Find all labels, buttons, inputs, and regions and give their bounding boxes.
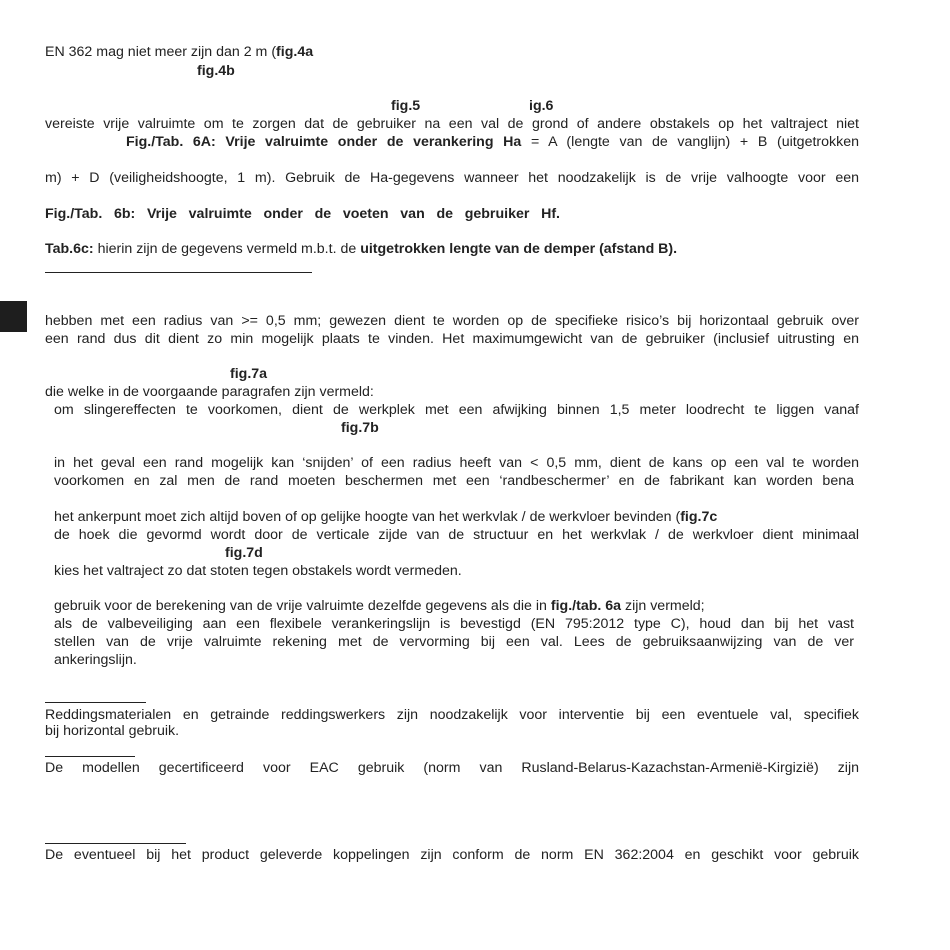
- text-line-23: stellen van de vrije valruimte rekening met de vervorming bij een val. Lees de gebruiksaanwijzing van de ver: [54, 634, 854, 650]
- text-line-10: een rand dus dit dient zo min mogelijk plaats te vinden. Het maximumgewicht van de gebruiker (inclusief uitrusting en: [45, 331, 859, 347]
- text-line-22: als de valbeveiliging aan een flexibele verankeringslijn is bevestigd (EN 795:2012 type C), houd dan bij het vast: [54, 616, 854, 632]
- fig-tab-6a-ref: fig./tab. 6a: [550, 598, 622, 614]
- fig-tab-6b-heading: Fig./Tab. 6b: Vrije valruimte onder de voeten van de gebruiker Hf.: [45, 206, 560, 222]
- tab-6c-label: Tab.6c:: [45, 241, 94, 257]
- text-line-1: [45, 43, 313, 61]
- demper-length-phrase: uitgetrokken lengte van de demper (afstand B).: [360, 241, 678, 257]
- text-line-21-body: gebruik voor de berekening van de vrije valruimte dezelfde gegevens als die in: [54, 598, 551, 614]
- fig-7c-ref: fig.7c: [680, 509, 718, 525]
- text-line-21-end: zijn vermeld;: [621, 598, 705, 614]
- rescue-divider: [45, 702, 146, 703]
- text-line-5-body: = A (lengte van de vanglijn) + B (uitgetrokken: [521, 134, 859, 150]
- text-line-24: ankeringslijn.: [54, 652, 137, 668]
- text-line-25: Reddingsmaterialen en getrainde reddingswerkers zijn noodzakelijk voor interventie bij een eventuele val, specifiek: [45, 707, 859, 723]
- text-line-28: De eventueel bij het product geleverde koppelingen zijn conform de norm EN 362:2004 en geschikt voor gebruik: [45, 847, 859, 863]
- section-divider: [45, 272, 312, 273]
- text-line-6: m) + D (veiligheidshoogte, 1 m). Gebruik de Ha-gegevens wanneer het noodzakelijk is de vrije valhoogte voor een: [45, 170, 859, 186]
- text-line-27: De modellen gecertificeerd voor EAC gebruik (norm van Rusland-Belarus-Kazachstan-Armenië-Kirgizië) zijn: [45, 760, 859, 776]
- text-line-9: hebben met een radius van >= 0,5 mm; gewezen dient te worden op de specifieke risico’s bij horizontaal gebruik over: [45, 313, 859, 329]
- fig-tab-6a-heading: Fig./Tab. 6A: Vrije valruimte onder de verankering Ha: [126, 134, 522, 150]
- text-line-12: die welke in de voorgaande paragrafen zijn vermeld:: [45, 384, 374, 400]
- text-line-20: kies het valtraject zo dat stoten tegen obstakels wordt vermeden.: [54, 563, 462, 579]
- text-line-17: [54, 508, 717, 526]
- text-line-4: vereiste vrije valruimte om te zorgen dat de gebruiker na een val de grond of andere obstakels op het valtraject niet: [45, 116, 859, 132]
- fig-7a-ref: fig.7a: [230, 366, 268, 382]
- section-tab-marker: [0, 301, 27, 332]
- eac-divider: [45, 756, 135, 757]
- fig-6-ref: ig.6: [529, 98, 554, 114]
- fig-4b-ref: fig.4b: [197, 63, 235, 79]
- fig-4a-ref: fig.4a: [276, 44, 314, 60]
- fig-7d-ref: fig.7d: [225, 545, 263, 561]
- fig-5-ref: fig.5: [391, 98, 421, 114]
- text-line-21: [54, 597, 705, 615]
- text-line-18: de hoek die gevormd wordt door de verticale zijde van de structuur en het werkvlak / de werkvloer dient minimaal: [54, 527, 859, 543]
- text-line-1-body: EN 362 mag niet meer zijn dan 2 m (: [45, 44, 277, 60]
- text-line-5: [126, 133, 859, 151]
- text-line-17-body: het ankerpunt moet zich altijd boven of op gelijke hoogte van het werkvlak / de werkvloer bevinden (: [54, 509, 681, 525]
- text-line-16: voorkomen en zal men de rand moeten beschermen met een ‘randbeschermer’ en de fabrikant kan worden bena: [54, 473, 854, 489]
- fig-7b-ref: fig.7b: [341, 420, 379, 436]
- text-line-13: om slingereffecten te voorkomen, dient de werkplek met een afwijking binnen 1,5 meter loodrecht te liggen vanaf: [54, 402, 859, 418]
- text-line-15: in het geval een rand mogelijk kan ‘snijden’ of een radius heeft van < 0,5 mm, dient de kans op een val te worden: [54, 455, 859, 471]
- text-line-8: [45, 240, 677, 258]
- text-line-26: bij horizontal gebruik.: [45, 723, 180, 739]
- couplings-divider: [45, 843, 186, 844]
- text-line-8-body: hierin zijn de gegevens vermeld m.b.t. de: [93, 241, 361, 257]
